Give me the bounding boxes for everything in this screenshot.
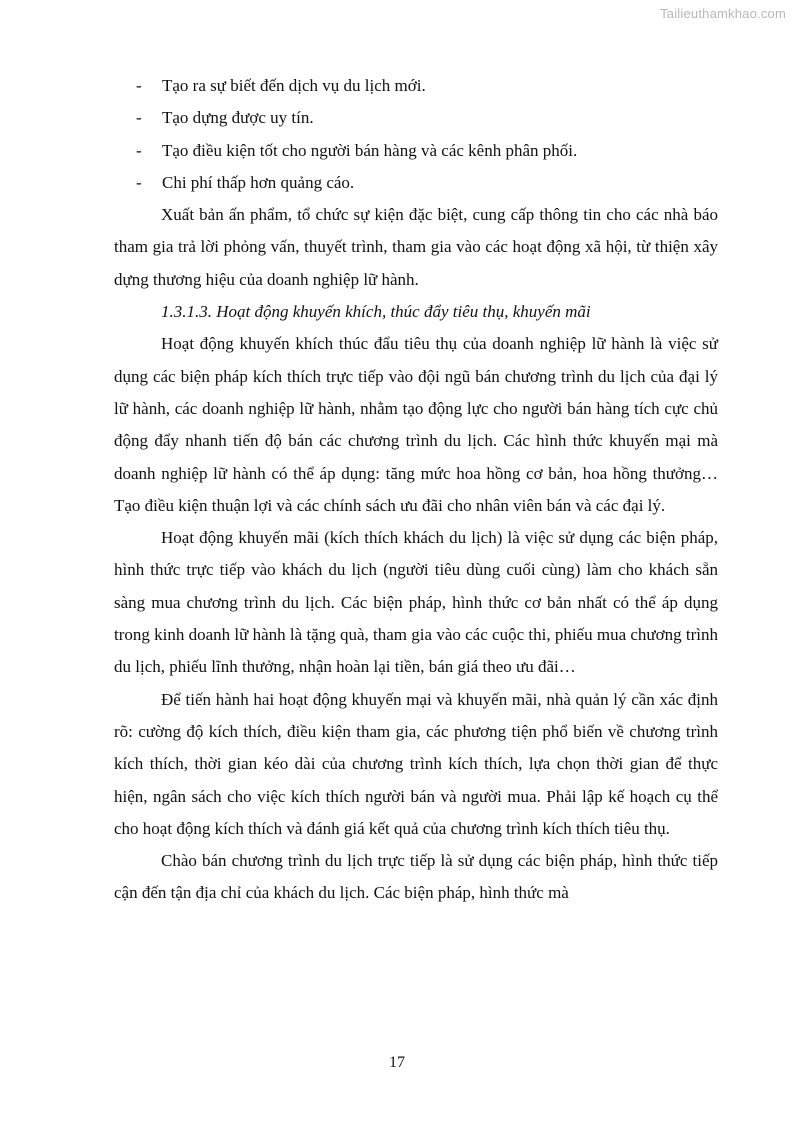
paragraph-customer-promotion: Hoạt động khuyến mãi (kích thích khách du lịch) là việc sử dụng các biện pháp, hình thức trực tiếp vào khách du lịch (người tiêu dùng cuối cùng) làm cho khách sẵn sàng mua chương trình du lịch. Các biện pháp, hình thức cơ bản nhất có thể áp dụng trong kinh doanh lữ hành là tặng quà, tham gia vào các cuộc thi, phiếu mua chương trình du lịch, phiếu lĩnh thưởng, nhận hoàn lại tiền, bán giá theo ưu đãi… (114, 528, 718, 677)
bullet-item (114, 70, 718, 102)
bullet-item (114, 167, 718, 199)
section-heading: 1.3.1.3. Hoạt động khuyến khích, thúc đẩy tiêu thụ, khuyến mãi (161, 302, 591, 322)
watermark: Tailieuthamkhao.com (660, 6, 786, 21)
bullet-text: Chi phí thấp hơn quảng cáo. (162, 172, 355, 192)
bullet-marker: - (136, 172, 142, 192)
bullet-text: Tạo điều kiện tốt cho người bán hàng và các kênh phân phối. (162, 140, 578, 160)
paragraph-direct-sales: Chào bán chương trình du lịch trực tiếp là sử dụng các biện pháp, hình thức tiếp cận đến tận địa chỉ của khách du lịch. Các biện pháp, hình thức mà (114, 851, 718, 903)
bullet-text: Tạo dựng được uy tín. (162, 108, 314, 128)
page-number: 17 (389, 1054, 405, 1071)
paragraph-management: Để tiến hành hai hoạt động khuyến mại và khuyến mãi, nhà quản lý cần xác định rõ: cường độ kích thích, điều kiện tham gia, các phương tiện phổ biến về chương trình kích thích, thời gian kéo dài của chương trình kích thích, lựa chọn thời gian để thực hiện, ngân sách cho việc kích thích người bán và người mua. Phải lập kế hoạch cụ thể cho hoạt động kích thích và đánh giá kết quả của chương trình kích thích tiêu thụ. (114, 689, 718, 838)
bullet-item (114, 135, 718, 167)
paragraph-publications: Xuất bản ấn phẩm, tổ chức sự kiện đặc biệt, cung cấp thông tin cho các nhà báo tham gia trả lời phỏng vấn, thuyết trình, tham gia vào các hoạt động xã hội, từ thiện xây dựng thương hiệu của doanh nghiệp lữ hành. (114, 205, 718, 289)
bullet-marker: - (136, 76, 142, 95)
bullet-text: Tạo ra sự biết đến dịch vụ du lịch mới. (162, 76, 426, 95)
bullet-marker: - (136, 140, 142, 160)
bullet-marker: - (136, 108, 142, 128)
paragraph-sales-promotion: Hoạt động khuyến khích thúc đẩu tiêu thụ của doanh nghiệp lữ hành là việc sử dụng các biện pháp kích thích trực tiếp vào đội ngũ bán chương trình du lịch của đại lý lữ hành, các doanh nghiệp lữ hành, nhằm tạo động lực cho người bán hàng tích cực chủ động đẩy nhanh tiến độ bán các chương trình du lịch. Các hình thức khuyến mại mà doanh nghiệp lữ hành có thể áp dụng: tăng mức hoa hồng cơ bản, hoa hồng thưởng…Tạo điều kiện thuận lợi và các chính sách ưu đãi cho nhân viên bán và các đại lý. (114, 334, 718, 515)
bullet-item (114, 102, 718, 134)
page-body (114, 70, 718, 910)
